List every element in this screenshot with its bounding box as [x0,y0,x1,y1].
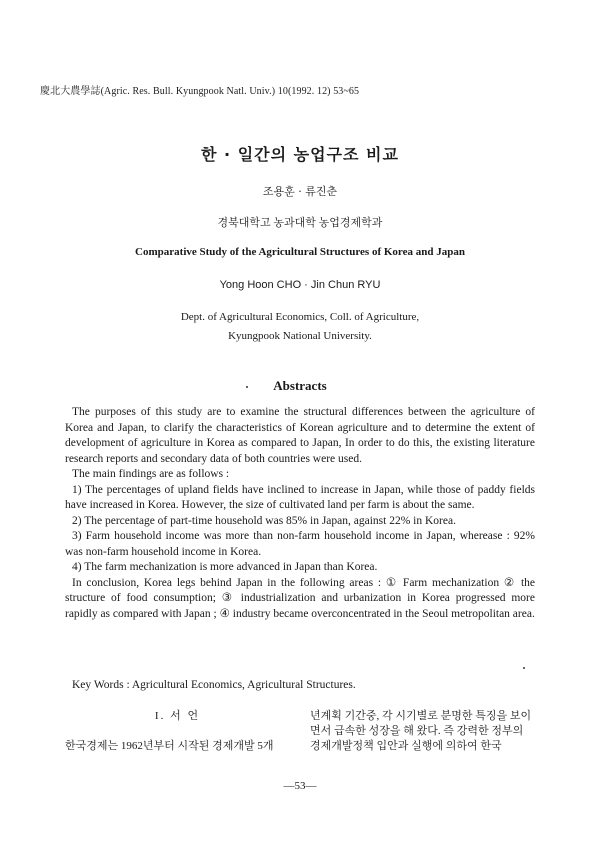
scan-speck [523,667,525,669]
key-words: Key Words : Agricultural Economics, Agricultural Structures. [72,679,356,691]
authors-english: Yong Hoon CHO · Jin Chun RYU [219,279,381,291]
left-column [65,709,290,754]
title-korean: 한 · 일간의 농업구조 비교 [201,145,399,164]
abstract-body [65,405,535,622]
abstract-heading: Abstracts [273,378,327,393]
abstract-paragraph: 3) Farm household income was more than non-farm household income in Japan, wherease : 92% was non-farm household income in Korea. [65,530,535,558]
title-english: Comparative Study of the Agricultural Structures of Korea and Japan [135,246,465,258]
authors-korean: 조용훈 · 류진춘 [262,185,338,198]
abstract-paragraph: The purposes of this study are to examine the structural differences between the agriculture of Korea and Japan, to clarify the characteristics of Korean agriculture and to determine the extent of development of agriculture in Korea as compared to Japan, In order to do this, the existing literature research reports and secondary data of both countries were used. [65,406,535,465]
left-column-text: 한국경제는 1962년부터 시작된 경제개발 5개 [65,740,274,752]
abstract-paragraph: In conclusion, Korea legs behind Japan in the following areas : ① Farm mechanization ② the structure of food consumption; ③ industrialization and urbanization in Korea progressed more rapidly as compared with Japan ; ④ industry became overconcentrated in the Seoul metropolitan area. [65,576,535,620]
affiliation-english-line2: Kyungpook National University. [228,330,372,342]
abstract-paragraph: 1) The percentages of upland fields have inclined to increase in Japan, while those of paddy fields have increased in Korea. However, the size of cultivated land per farm is about the same. [65,483,535,511]
abstract-paragraph: 2) The percentage of part-time household was 85% in Japan, against 22% in Korea. [72,514,456,527]
scan-speck [246,386,248,388]
right-column-text: 년계획 기간중, 각 시기별로 분명한 특징을 보이면서 급속한 성장을 해 왔다. 즉 강력한 정부의 경제개발정책 입안과 실행에 의하여 한국 [310,710,532,752]
page-number: —53— [283,780,317,792]
journal-header: 慶北大農學誌(Agric. Res. Bull. Kyungpook Natl. Univ.) 10(1992. 12) 53~65 [40,86,360,97]
affiliation-english-line1: Dept. of Agricultural Economics, Coll. of Agriculture, [180,311,420,323]
section-heading-introduction: I. 서 언 [154,710,201,722]
abstract-paragraph: The main findings are as follows : [72,468,230,480]
affiliation-english [0,308,600,346]
right-column [310,709,535,754]
abstract-paragraph: 4) The farm mechanization is more advanced in Japan than Korea. [72,561,378,573]
affiliation-korean: 경북대학고 농과대학 농업경제학과 [217,217,383,229]
